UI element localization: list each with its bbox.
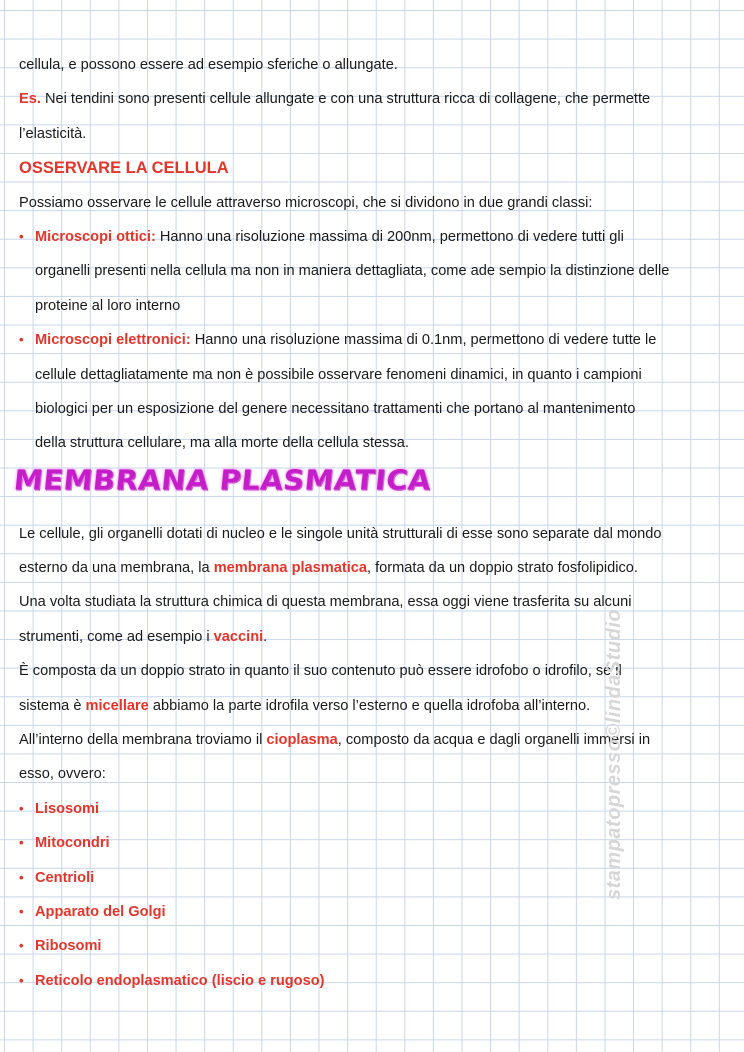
text-line: Possiamo osservare le cellule attraverso microscopi, che si dividono in due grandi classi:: [19, 194, 593, 211]
section-title-row: [12, 461, 729, 517]
bullet-text: Hanno una risoluzione massima di 0.1nm, permettono di vedere tutte le: [190, 332, 657, 349]
bullet-icon: •: [19, 332, 24, 348]
text-span: , formata da un doppio strato fosfolipidico.: [367, 560, 638, 577]
bullet-item: [19, 220, 729, 254]
text-line: Una volta studiata la struttura chimica di questa membrana, essa oggi viene trasferita su alcuni: [19, 594, 632, 611]
organelle-label: Centrioli: [35, 869, 95, 886]
organelle-item: [19, 895, 729, 929]
text-line: della struttura cellulare, ma alla morte della cellula stessa.: [35, 435, 409, 452]
example-text: Nei tendini sono presenti cellule allungate e con una struttura ricca di collagene, che permette: [40, 91, 651, 108]
bullet-icon: •: [19, 869, 24, 885]
watermark: stampatopresso©lindaStudio: [603, 608, 625, 900]
bullet-icon: •: [19, 903, 24, 919]
text-span: strumenti, come ad esempio i: [19, 628, 214, 645]
keyword: cioplasma: [266, 732, 338, 749]
keyword: vaccini: [213, 628, 264, 645]
keyword: membrana plasmatica: [213, 560, 368, 577]
organelle-label: Reticolo endoplasmatico (liscio e rugoso): [35, 972, 325, 989]
example-label: Es.: [19, 91, 41, 108]
bullet-icon: •: [19, 972, 24, 988]
bullet-icon: •: [19, 228, 24, 244]
organelle-item: [19, 929, 729, 963]
bullet-icon: •: [19, 800, 24, 816]
organelle-item: [19, 964, 729, 998]
bullet-icon: •: [19, 835, 24, 851]
text-span: All’interno della membrana troviamo il: [19, 732, 267, 749]
text-line: biologici per un esposizione del genere necessitano trattamenti che portano al mantenimento: [35, 400, 636, 417]
section-title: MEMBRANA PLASMATICA: [12, 463, 433, 496]
text-line: proteine al loro interno: [35, 297, 181, 314]
text-span: , composto da acqua e dagli organelli immersi in: [337, 732, 651, 749]
organelle-label: Ribosomi: [35, 938, 102, 955]
example-line: [19, 82, 729, 116]
section-heading: OSSERVARE LA CELLULA: [19, 159, 229, 178]
text-line: esso, ovvero:: [19, 766, 106, 783]
keyword: micellare: [85, 697, 149, 714]
text-span: sistema è: [19, 697, 86, 714]
bullet-icon: •: [19, 938, 24, 954]
text-line: È composta da un doppio strato in quanto il suo contenuto può essere idrofobo o idrofilo, se il: [19, 663, 622, 680]
text-span: abbiamo la parte idrofila verso l’esterno e quella idrofoba all’interno.: [148, 697, 591, 714]
text-line: organelli presenti nella cellula ma non in maniera dettagliata, come ade sempio la distinzione delle: [35, 263, 670, 280]
organelle-label: Mitocondri: [35, 835, 110, 852]
bullet-text: Hanno una risoluzione massima di 200nm, permettono di vedere tutti gli: [155, 228, 624, 245]
text-line: cellula, e possono essere ad esempio sferiche o allungate.: [19, 57, 398, 73]
bullet-item: [19, 323, 729, 357]
text-line: cellule dettagliatamente ma non è possibile osservare fenomeni dinamici, in quanto i campioni: [35, 366, 642, 383]
text-span: esterno da una membrana, la: [19, 560, 214, 577]
text-line: [19, 551, 729, 585]
text-line: Le cellule, gli organelli dotati di nucleo e le singole unità strutturali di esse sono separate dal mondo: [19, 525, 662, 542]
text-span: .: [263, 628, 268, 645]
organelle-label: Apparato del Golgi: [35, 903, 166, 920]
bullet-label: Microscopi ottici:: [35, 228, 156, 245]
organelle-label: Lisosomi: [35, 800, 100, 817]
bullet-label: Microscopi elettronici:: [35, 332, 191, 349]
text-line: l’elasticità.: [19, 125, 87, 142]
